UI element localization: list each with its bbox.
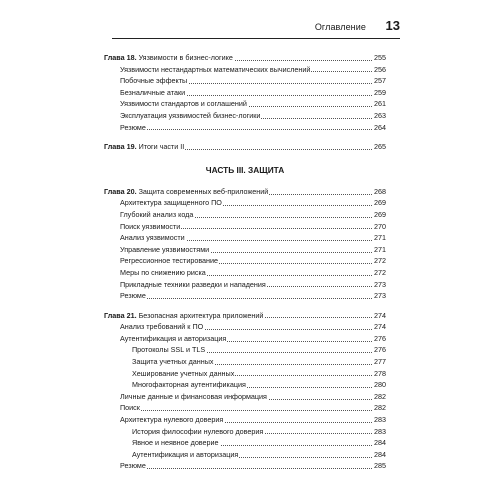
toc-entry xyxy=(120,209,386,221)
toc-entry xyxy=(120,414,386,426)
toc-entry xyxy=(132,368,386,380)
toc-chapter-entry xyxy=(104,141,386,153)
toc-page-number: 282 xyxy=(374,391,386,401)
toc-page-number: 277 xyxy=(374,357,386,367)
toc-chapter-number: Глава 19. xyxy=(104,142,137,152)
toc-group-chapter-20 xyxy=(104,186,386,302)
toc-entry xyxy=(120,122,386,134)
toc-entry-title xyxy=(104,310,264,322)
table-of-contents xyxy=(104,52,386,472)
toc-page-number: 283 xyxy=(374,426,386,436)
toc-entry xyxy=(132,379,386,391)
toc-entry xyxy=(132,344,386,356)
toc-entry-title: Побочные эффекты xyxy=(120,76,188,86)
toc-page-number: 272 xyxy=(374,256,386,266)
toc-entry xyxy=(120,267,386,279)
running-header xyxy=(112,18,400,39)
toc-entry-title: Резюме xyxy=(120,291,146,301)
toc-page-number: 265 xyxy=(374,142,386,152)
toc-dot-leader xyxy=(120,410,386,411)
toc-entry xyxy=(132,437,386,449)
toc-page-number: 269 xyxy=(374,209,386,219)
header-section-title: Оглавление xyxy=(314,22,366,32)
toc-page-number: 271 xyxy=(374,244,386,254)
toc-chapter-entry xyxy=(104,310,386,322)
toc-entry-title: Аутентификация и авторизация xyxy=(132,449,239,459)
toc-group-chapter-19 xyxy=(104,141,386,153)
toc-chapter-number: Глава 20. xyxy=(104,186,137,196)
toc-entry xyxy=(120,333,386,345)
toc-page-number: 272 xyxy=(374,267,386,277)
toc-entry xyxy=(120,87,386,99)
toc-page-number: 284 xyxy=(374,449,386,459)
toc-entry xyxy=(120,221,386,233)
part-title: ЧАСТЬ III. ЗАЩИТА xyxy=(205,164,285,175)
toc-entry-title: Уязвимости нестандартных математических вычислений xyxy=(120,64,311,74)
toc-entry-title: Протоколы SSL и TLS xyxy=(132,345,206,355)
toc-entry-title: Меры по снижению риска xyxy=(120,267,206,277)
toc-page-number: 264 xyxy=(374,122,386,132)
toc-page-number: 283 xyxy=(374,415,386,425)
toc-entry-title: Прикладные техники разведки и нападения xyxy=(120,279,266,289)
toc-page-number: 273 xyxy=(374,279,386,289)
toc-chapter-number: Глава 18. xyxy=(104,53,137,62)
toc-chapter-entry xyxy=(104,52,386,64)
toc-entry-title: Аутентификация и авторизация xyxy=(120,333,227,343)
toc-entry-title: Многофакторная аутентификация xyxy=(132,380,246,390)
toc-entry-title: Анализ требований к ПО xyxy=(120,322,204,332)
toc-entry-title xyxy=(104,186,269,198)
toc-page-number: 261 xyxy=(374,99,386,109)
toc-page-number: 282 xyxy=(374,403,386,413)
toc-entry-title: Резюме xyxy=(120,122,146,132)
toc-chapter-number: Глава 21. xyxy=(104,310,137,320)
toc-entry xyxy=(120,244,386,256)
toc-page-number: 255 xyxy=(374,53,386,62)
toc-page-number: 271 xyxy=(374,233,386,243)
toc-page-number: 273 xyxy=(374,291,386,301)
toc-chapter-title: Итоги части II xyxy=(136,142,185,152)
toc-page-number: 276 xyxy=(374,345,386,355)
toc-dot-leader xyxy=(120,129,386,130)
toc-page-number: 274 xyxy=(374,322,386,332)
toc-entry-title: Архитектура нулевого доверия xyxy=(120,415,224,425)
toc-entry-title: Управление уязвимостями xyxy=(120,244,210,254)
toc-entry-title: Глубокий анализ кода xyxy=(120,209,194,219)
toc-entry-title: Резюме xyxy=(120,461,146,471)
toc-entry-title: Личные данные и финансовая информация xyxy=(120,391,267,401)
toc-entry-title: Анализ уязвимости xyxy=(120,233,185,243)
toc-entry-title: Уязвимости стандартов и соглашений xyxy=(120,99,247,109)
toc-entry xyxy=(120,197,386,209)
toc-entry-title: Защита учетных данных xyxy=(132,357,214,367)
toc-group-chapter-18 xyxy=(104,52,386,133)
toc-page-number: 276 xyxy=(374,333,386,343)
toc-dot-leader xyxy=(120,468,386,469)
toc-entry xyxy=(120,391,386,403)
toc-entry xyxy=(120,98,386,110)
toc-chapter-title: Уязвимости в бизнес-логике xyxy=(136,53,233,62)
toc-page-number: 270 xyxy=(374,221,386,231)
toc-entry xyxy=(120,75,386,87)
toc-page-number: 268 xyxy=(374,186,386,196)
toc-entry-title xyxy=(104,141,185,153)
toc-entry-title: Поиск уязвимости xyxy=(120,221,181,231)
toc-page-number: 274 xyxy=(374,310,386,320)
toc-chapter-entry xyxy=(104,186,386,198)
toc-entry-title: История философии нулевого доверия xyxy=(132,426,264,436)
toc-page-number: 257 xyxy=(374,76,386,86)
toc-entry-title: Архитектура защищенного ПО xyxy=(120,198,222,208)
toc-entry-title: Явное и неявное доверие xyxy=(132,438,219,448)
toc-group-chapter-21 xyxy=(104,310,386,472)
toc-entry-title: Поиск xyxy=(120,403,140,413)
header-page-number: 13 xyxy=(385,18,400,33)
toc-entry xyxy=(120,290,386,302)
toc-entry xyxy=(120,460,386,472)
toc-entry-title: Регрессионное тестирование xyxy=(120,256,219,266)
toc-entry xyxy=(120,279,386,291)
toc-entry xyxy=(132,426,386,438)
toc-page-number: 256 xyxy=(374,64,386,74)
toc-entry-title xyxy=(104,52,234,64)
toc-page-number: 278 xyxy=(374,368,386,378)
toc-entry xyxy=(132,356,386,368)
toc-entry xyxy=(120,255,386,267)
toc-dot-leader xyxy=(120,298,386,299)
toc-entry xyxy=(120,402,386,414)
toc-entry-title: Эксплуатация уязвимостей бизнес-логики xyxy=(120,110,261,120)
toc-chapter-title: Безопасная архитектура приложений xyxy=(136,310,264,320)
toc-entry xyxy=(120,232,386,244)
toc-page-number: 280 xyxy=(374,380,386,390)
toc-entry xyxy=(132,449,386,461)
toc-chapter-title: Защита современных веб-приложений xyxy=(136,186,269,196)
toc-entry xyxy=(120,64,386,76)
toc-page-number: 259 xyxy=(374,87,386,97)
toc-entry xyxy=(120,321,386,333)
toc-page-number: 285 xyxy=(374,461,386,471)
toc-entry-title: Хеширование учетных данных xyxy=(132,368,235,378)
toc-entry-title: Безналичные атаки xyxy=(120,87,186,97)
toc-page-number: 284 xyxy=(374,438,386,448)
toc-page-number: 269 xyxy=(374,198,386,208)
toc-page-number: 263 xyxy=(374,110,386,120)
toc-entry xyxy=(120,110,386,122)
